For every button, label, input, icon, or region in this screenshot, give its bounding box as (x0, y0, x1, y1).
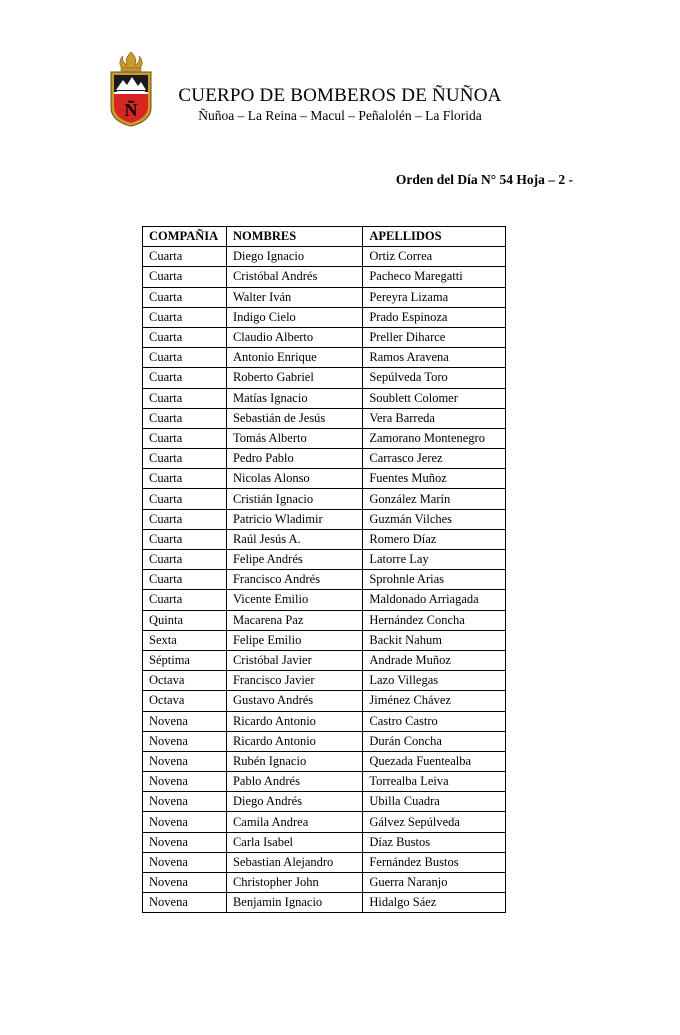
table-row (143, 691, 506, 711)
nombres-cell: Nicolas Alonso (226, 469, 362, 489)
apellidos-cell: Carrasco Jerez (363, 449, 506, 469)
organization-title: CUERPO DE BOMBEROS DE ÑUÑOA (178, 85, 502, 106)
table-row (143, 852, 506, 872)
compania-cell: Cuarta (143, 550, 227, 570)
compania-cell: Cuarta (143, 489, 227, 509)
compania-cell: Cuarta (143, 590, 227, 610)
table-row (143, 893, 506, 913)
nombres-cell: Pedro Pablo (226, 449, 362, 469)
compania-cell: Cuarta (143, 287, 227, 307)
nombres-cell: Diego Ignacio (226, 247, 362, 267)
apellidos-cell: Ortiz Correa (363, 247, 506, 267)
table-row (143, 489, 506, 509)
table-row (143, 751, 506, 771)
table-row (143, 550, 506, 570)
nombres-cell: Patricio Wladimir (226, 509, 362, 529)
compania-cell: Cuarta (143, 368, 227, 388)
nombres-cell: Gustavo Andrés (226, 691, 362, 711)
table-row (143, 348, 506, 368)
compania-cell: Novena (143, 711, 227, 731)
apellidos-cell: Prado Espinoza (363, 307, 506, 327)
compania-cell: Novena (143, 812, 227, 832)
table-row (143, 570, 506, 590)
nombres-cell: Cristóbal Andrés (226, 267, 362, 287)
apellidos-cell: Quezada Fuentealba (363, 751, 506, 771)
compania-cell: Cuarta (143, 428, 227, 448)
nombres-cell: Benjamin Ignacio (226, 893, 362, 913)
table-row (143, 731, 506, 751)
apellidos-cell: Guzmán Vilches (363, 509, 506, 529)
nombres-cell: Francisco Javier (226, 671, 362, 691)
nombres-cell: Matías Ignacio (226, 388, 362, 408)
apellidos-cell: Guerra Naranjo (363, 873, 506, 893)
nombres-cell: Ricardo Antonio (226, 711, 362, 731)
table-row (143, 388, 506, 408)
members-table (142, 226, 506, 913)
nombres-cell: Tomás Alberto (226, 428, 362, 448)
table-row (143, 650, 506, 670)
table-row (143, 711, 506, 731)
organization-subtitle: Ñuñoa – La Reina – Macul – Peñalolén – La Florida (198, 108, 482, 123)
header-nombres: NOMBRES (226, 227, 362, 247)
table-row (143, 287, 506, 307)
svg-text:Ñ: Ñ (124, 100, 138, 120)
apellidos-cell: Latorre Lay (363, 550, 506, 570)
nombres-cell: Walter Iván (226, 287, 362, 307)
nombres-cell: Diego Andrés (226, 792, 362, 812)
nombres-cell: Vicente Emilio (226, 590, 362, 610)
apellidos-cell: Pereyra Lizama (363, 287, 506, 307)
apellidos-cell: Durán Concha (363, 731, 506, 751)
apellidos-cell: Gálvez Sepúlveda (363, 812, 506, 832)
table-row (143, 428, 506, 448)
apellidos-cell: Pacheco Maregatti (363, 267, 506, 287)
nombres-cell: Sebastián de Jesús (226, 408, 362, 428)
nombres-cell: Sebastian Alejandro (226, 852, 362, 872)
apellidos-cell: Díaz Bustos (363, 832, 506, 852)
table-row (143, 529, 506, 549)
table-header-row (143, 227, 506, 247)
nombres-cell: Roberto Gabriel (226, 368, 362, 388)
apellidos-cell: Ubilla Cuadra (363, 792, 506, 812)
table-row (143, 610, 506, 630)
nombres-cell: Cristóbal Javier (226, 650, 362, 670)
table-row (143, 408, 506, 428)
table-row (143, 792, 506, 812)
nombres-cell: Camila Andrea (226, 812, 362, 832)
compania-cell: Cuarta (143, 570, 227, 590)
nombres-cell: Pablo Andrés (226, 772, 362, 792)
compania-cell: Octava (143, 671, 227, 691)
apellidos-cell: Ramos Aravena (363, 348, 506, 368)
nombres-cell: Carla Isabel (226, 832, 362, 852)
compania-cell: Novena (143, 731, 227, 751)
compania-cell: Novena (143, 852, 227, 872)
apellidos-cell: Soublett Colomer (363, 388, 506, 408)
compania-cell: Cuarta (143, 408, 227, 428)
table-row (143, 832, 506, 852)
table-row (143, 247, 506, 267)
compania-cell: Cuarta (143, 509, 227, 529)
nombres-cell: Felipe Andrés (226, 550, 362, 570)
apellidos-cell: Zamorano Montenegro (363, 428, 506, 448)
apellidos-cell: Hernández Concha (363, 610, 506, 630)
apellidos-cell: Vera Barreda (363, 408, 506, 428)
header-compania: COMPAÑIA (143, 227, 227, 247)
apellidos-cell: Torrealba Leiva (363, 772, 506, 792)
apellidos-cell: Fernández Bustos (363, 852, 506, 872)
fire-brigade-crest-icon (108, 50, 154, 128)
apellidos-cell: Sepúlveda Toro (363, 368, 506, 388)
compania-cell: Cuarta (143, 307, 227, 327)
nombres-cell: Indigo Cielo (226, 307, 362, 327)
table-row (143, 327, 506, 347)
nombres-cell: Francisco Andrés (226, 570, 362, 590)
compania-cell: Cuarta (143, 267, 227, 287)
table-row (143, 469, 506, 489)
nombres-cell: Christopher John (226, 873, 362, 893)
compania-cell: Novena (143, 772, 227, 792)
apellidos-cell: Romero Díaz (363, 529, 506, 549)
table-row (143, 368, 506, 388)
nombres-cell: Felipe Emilio (226, 630, 362, 650)
compania-cell: Novena (143, 792, 227, 812)
compania-cell: Séptima (143, 650, 227, 670)
nombres-cell: Antonio Enrique (226, 348, 362, 368)
table-row (143, 307, 506, 327)
compania-cell: Cuarta (143, 449, 227, 469)
compania-cell: Novena (143, 873, 227, 893)
compania-cell: Sexta (143, 630, 227, 650)
table-row (143, 267, 506, 287)
apellidos-cell: González Marín (363, 489, 506, 509)
table-row (143, 772, 506, 792)
table-row (143, 630, 506, 650)
nombres-cell: Ricardo Antonio (226, 731, 362, 751)
compania-cell: Cuarta (143, 247, 227, 267)
apellidos-cell: Maldonado Arriagada (363, 590, 506, 610)
apellidos-cell: Castro Castro (363, 711, 506, 731)
order-of-day-line: Orden del Día N° 54 Hoja – 2 - (395, 172, 573, 187)
apellidos-cell: Jiménez Chávez (363, 691, 506, 711)
compania-cell: Cuarta (143, 469, 227, 489)
compania-cell: Cuarta (143, 348, 227, 368)
table-row (143, 449, 506, 469)
compania-cell: Novena (143, 832, 227, 852)
table-row (143, 509, 506, 529)
compania-cell: Quinta (143, 610, 227, 630)
compania-cell: Novena (143, 751, 227, 771)
table-row (143, 671, 506, 691)
compania-cell: Cuarta (143, 388, 227, 408)
apellidos-cell: Hidalgo Sáez (363, 893, 506, 913)
apellidos-cell: Backit Nahum (363, 630, 506, 650)
compania-cell: Cuarta (143, 529, 227, 549)
apellidos-cell: Andrade Muñoz (363, 650, 506, 670)
compania-cell: Cuarta (143, 327, 227, 347)
apellidos-cell: Preller Diharce (363, 327, 506, 347)
table-row (143, 873, 506, 893)
apellidos-cell: Fuentes Muñoz (363, 469, 506, 489)
nombres-cell: Macarena Paz (226, 610, 362, 630)
header-apellidos: APELLIDOS (363, 227, 506, 247)
nombres-cell: Raúl Jesús A. (226, 529, 362, 549)
compania-cell: Novena (143, 893, 227, 913)
table-row (143, 590, 506, 610)
apellidos-cell: Sprohnle Arias (363, 570, 506, 590)
table-row (143, 812, 506, 832)
apellidos-cell: Lazo Villegas (363, 671, 506, 691)
nombres-cell: Claudio Alberto (226, 327, 362, 347)
nombres-cell: Rubén Ignacio (226, 751, 362, 771)
compania-cell: Octava (143, 691, 227, 711)
nombres-cell: Cristián Ignacio (226, 489, 362, 509)
